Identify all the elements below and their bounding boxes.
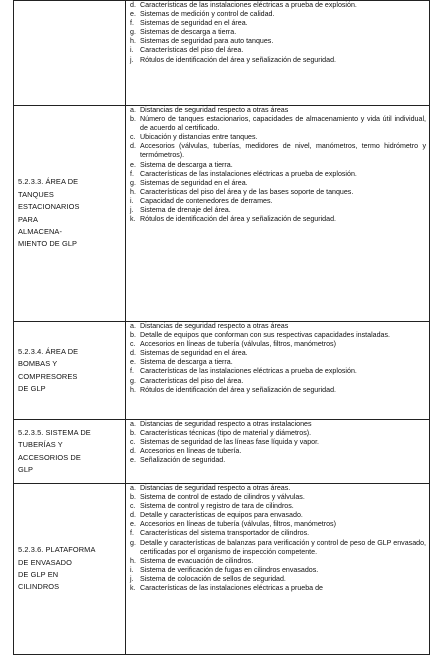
- item-letter: e.: [130, 520, 136, 529]
- item-letter: h.: [130, 385, 136, 394]
- item-text: Accesorios en líneas de tubería (válvulas, filtros, manómetros): [140, 520, 336, 529]
- item-letter: a.: [130, 322, 136, 330]
- section-title-text: SISTEMA DE: [45, 427, 91, 437]
- requirements-table: [13, 0, 430, 655]
- list-item: [130, 539, 426, 557]
- section-title-line: [18, 176, 123, 188]
- item-letter: b.: [130, 115, 136, 124]
- item-letter: i.: [130, 196, 134, 205]
- section-title-text: ÁREA DE: [45, 346, 79, 356]
- section-title-text: COMPRESORES: [18, 371, 78, 381]
- section-title-text: TANQUES: [18, 189, 54, 199]
- section-title-text: DE ENVASADO: [18, 557, 72, 567]
- section-title-text: ALMACENA-: [18, 226, 63, 236]
- list-item: [130, 502, 426, 511]
- section-title-line: [18, 201, 123, 213]
- list-item: [130, 438, 426, 447]
- item-text: Características de las instalaciones eléctricas a prueba de explosión.: [140, 367, 357, 376]
- list-item: [130, 115, 426, 133]
- item-letter: h.: [130, 187, 136, 196]
- list-item: [130, 28, 426, 37]
- item-letter: b.: [130, 429, 136, 438]
- item-letter: d.: [130, 1, 136, 9]
- section-title-text: ÁREA DE: [45, 177, 79, 187]
- list-item: [130, 56, 426, 65]
- section-title: [18, 176, 123, 250]
- list-item: [130, 188, 426, 197]
- item-text: Sistema de control y registro de tara de cilindros.: [140, 502, 294, 511]
- list-item: [130, 19, 426, 28]
- item-text: Sistemas de seguridad en el área.: [140, 349, 248, 358]
- section-items-cell: [126, 106, 430, 322]
- section-title-line: [18, 557, 123, 569]
- list-item: [130, 456, 426, 465]
- item-text: Características del piso del área.: [140, 46, 244, 55]
- list-item: [130, 520, 426, 529]
- item-letter: e.: [130, 358, 136, 367]
- list-item: [130, 447, 426, 456]
- item-text: Características de las instalaciones eléctricas a prueba de explosión.: [140, 1, 357, 9]
- section-label-cell: [14, 484, 126, 655]
- section-title-line: [18, 238, 123, 250]
- item-text: Sistemas de seguridad en el área.: [140, 19, 248, 28]
- section-title-line: [18, 371, 123, 383]
- item-letter: d.: [130, 142, 136, 151]
- item-letter: k.: [130, 584, 136, 593]
- item-text: Detalle de equipos que conforman con sus respectivas capacidades instaladas.: [140, 331, 391, 340]
- list-item: [130, 429, 426, 438]
- list-item: [130, 331, 426, 340]
- section-row: [14, 1, 430, 106]
- section-title-line: [18, 569, 123, 581]
- item-letter: e.: [130, 456, 136, 465]
- section-title: [18, 544, 123, 594]
- section-title-line: [18, 358, 123, 370]
- item-text: Características del piso del área y de las bases soporte de tanques.: [140, 187, 354, 196]
- item-text: Sistema de colocación de sellos de seguridad.: [140, 574, 286, 583]
- item-text: Señalización de seguridad.: [140, 456, 226, 465]
- section-title: [18, 346, 123, 396]
- list-item: [130, 566, 426, 575]
- section-label-cell: [14, 322, 126, 420]
- item-text: Sistema de descarga a tierra.: [140, 160, 233, 169]
- section-title-text: MIENTO DE GLP: [18, 239, 78, 249]
- list-item: [130, 170, 426, 179]
- item-letter: c.: [130, 340, 136, 349]
- item-list: [130, 1, 426, 65]
- list-item: [130, 179, 426, 188]
- list-item: [130, 106, 426, 115]
- item-text: Detalle y características de balanzas para verificación y control de peso de GLP envasado, certificadas por el organismo de inspección competente.: [140, 538, 426, 556]
- item-text: Sistemas de descarga a tierra.: [140, 28, 237, 37]
- section-title-text: PARA: [18, 214, 38, 224]
- section-title-line: [18, 581, 123, 593]
- item-text: Características del sistema transportador de cilindros.: [140, 529, 310, 538]
- list-item: [130, 584, 426, 593]
- section-number: 5.2.3.6.: [18, 545, 44, 555]
- section-title: [18, 427, 123, 477]
- item-list: [130, 420, 426, 465]
- item-text: Sistemas de seguridad de las líneas fase líquida y vapor.: [140, 438, 320, 447]
- list-item: [130, 484, 426, 493]
- item-letter: g.: [130, 178, 136, 187]
- section-label-cell: [14, 1, 126, 106]
- item-letter: j.: [130, 574, 134, 583]
- item-letter: b.: [130, 493, 136, 502]
- item-letter: f.: [130, 169, 134, 178]
- item-letter: d.: [130, 447, 136, 456]
- list-item: [130, 46, 426, 55]
- list-item: [130, 322, 426, 331]
- item-letter: i.: [130, 565, 134, 574]
- section-title-line: [18, 226, 123, 238]
- section-row: [14, 106, 430, 322]
- list-item: [130, 161, 426, 170]
- item-text: Sistemas de medición y control de calidad.: [140, 10, 275, 19]
- section-title-text: GLP: [18, 464, 34, 474]
- item-text: Sistemas de seguridad para auto tanques.: [140, 37, 274, 46]
- list-item: [130, 10, 426, 19]
- item-text: Sistema de verificación de fugas en cilindros envasados.: [140, 565, 319, 574]
- section-title-text: BOMBAS Y: [18, 359, 58, 369]
- list-item: [130, 206, 426, 215]
- section-title-text: ESTACIONARIOS: [18, 202, 80, 212]
- item-letter: e.: [130, 160, 136, 169]
- section-row: [14, 322, 430, 420]
- section-row: [14, 484, 430, 655]
- section-title-line: [18, 189, 123, 201]
- item-letter: a.: [130, 484, 136, 492]
- section-title-line: [18, 383, 123, 395]
- item-list: [130, 322, 426, 395]
- section-items-cell: [126, 1, 430, 106]
- item-letter: f.: [130, 367, 134, 376]
- item-letter: g.: [130, 28, 136, 37]
- item-letter: a.: [130, 420, 136, 428]
- item-text: Características técnicas (tipo de material y diámetros).: [140, 429, 312, 438]
- section-title-line: [18, 464, 123, 476]
- item-letter: a.: [130, 106, 136, 114]
- section-items-cell: [126, 420, 430, 484]
- item-text: Características de las instalaciones eléctricas a prueba de explosión.: [140, 169, 357, 178]
- section-items-cell: [126, 484, 430, 655]
- section-label-cell: [14, 106, 126, 322]
- item-text: Accesorios en líneas de tubería (válvulas, filtros, manómetros): [140, 340, 336, 349]
- item-list: [130, 484, 426, 593]
- list-item: [130, 377, 426, 386]
- item-text: Sistema de evacuación de cilindros.: [140, 556, 254, 565]
- item-text: Distancias de seguridad respecto a otras áreas: [140, 106, 289, 114]
- item-text: Distancias de seguridad respecto a otras áreas: [140, 322, 289, 330]
- item-text: Rótulos de identificación del área y señalización de seguridad.: [140, 215, 336, 224]
- item-letter: g.: [130, 376, 136, 385]
- list-item: [130, 340, 426, 349]
- item-text: Número de tanques estacionarios, capacidades de almacenamiento y vida útil individual, de acuerdo al certificado.: [140, 115, 426, 133]
- section-title-text: ACCESORIOS DE: [18, 452, 81, 462]
- item-letter: c.: [130, 438, 136, 447]
- section-title-line: [18, 427, 123, 439]
- list-item: [130, 529, 426, 538]
- item-text: Sistema de control de estado de cilindros y válvulas.: [140, 493, 305, 502]
- list-item: [130, 420, 426, 429]
- section-title-text: DE GLP EN: [18, 570, 59, 579]
- item-letter: d.: [130, 349, 136, 358]
- section-title-text: CILINDROS: [18, 582, 60, 592]
- list-item: [130, 133, 426, 142]
- item-letter: c.: [130, 133, 136, 142]
- item-text: Distancias de seguridad respecto a otras áreas.: [140, 484, 291, 492]
- section-title-line: [18, 346, 123, 358]
- section-title-text: TUBERÍAS Y: [18, 440, 63, 450]
- list-item: [130, 511, 426, 520]
- list-item: [130, 557, 426, 566]
- section-title-text: DE GLP: [18, 383, 46, 393]
- section-items-cell: [126, 322, 430, 420]
- section-number: 5.2.3.4.: [18, 346, 44, 356]
- item-text: Distancias de seguridad respecto a otras instalaciones: [140, 420, 312, 428]
- list-item: [130, 386, 426, 395]
- list-item: [130, 215, 426, 224]
- item-letter: g.: [130, 538, 136, 547]
- section-title-line: [18, 544, 123, 556]
- item-text: Características de las instalaciones eléctricas a prueba de: [140, 584, 323, 593]
- item-letter: h.: [130, 37, 136, 46]
- section-number: 5.2.3.5.: [18, 427, 44, 437]
- item-text: Sistema de drenaje del área.: [140, 206, 231, 215]
- item-text: Rótulos de identificación del área y señalización de seguridad.: [140, 55, 336, 64]
- item-letter: i.: [130, 46, 134, 55]
- section-row: [14, 420, 430, 484]
- list-item: [130, 142, 426, 160]
- list-item: [130, 358, 426, 367]
- section-title-text: PLATAFORMA: [45, 545, 96, 555]
- item-letter: j.: [130, 55, 134, 64]
- item-text: Sistemas de seguridad en el área.: [140, 178, 248, 187]
- item-text: Capacidad de contenedores de derrames.: [140, 196, 273, 205]
- item-letter: h.: [130, 556, 136, 565]
- section-title-line: [18, 452, 123, 464]
- item-text: Accesorios (válvulas, tuberías, medidores de nivel, manómetros, termo hidrómetro y termómetros).: [140, 142, 426, 160]
- list-item: [130, 37, 426, 46]
- section-number: 5.2.3.3.: [18, 177, 44, 187]
- item-text: Detalle y características de equipos para envasado.: [140, 511, 303, 520]
- item-text: Sistema de descarga a tierra.: [140, 358, 233, 367]
- list-item: [130, 575, 426, 584]
- item-letter: e.: [130, 10, 136, 19]
- item-letter: b.: [130, 331, 136, 340]
- item-text: Características del piso del área.: [140, 376, 244, 385]
- section-label-cell: [14, 420, 126, 484]
- list-item: [130, 1, 426, 10]
- section-title-line: [18, 439, 123, 451]
- item-text: Ubicación y distancias entre tanques.: [140, 133, 258, 142]
- section-title-line: [18, 214, 123, 226]
- item-list: [130, 106, 426, 224]
- item-text: Rótulos de identificación del área y señalización de seguridad.: [140, 385, 336, 394]
- item-letter: k.: [130, 215, 136, 224]
- list-item: [130, 367, 426, 376]
- list-item: [130, 197, 426, 206]
- list-item: [130, 349, 426, 358]
- item-letter: d.: [130, 511, 136, 520]
- list-item: [130, 493, 426, 502]
- item-letter: j.: [130, 206, 134, 215]
- item-letter: f.: [130, 529, 134, 538]
- item-text: Accesorios en líneas de tubería.: [140, 447, 242, 456]
- item-letter: f.: [130, 19, 134, 28]
- item-letter: c.: [130, 502, 136, 511]
